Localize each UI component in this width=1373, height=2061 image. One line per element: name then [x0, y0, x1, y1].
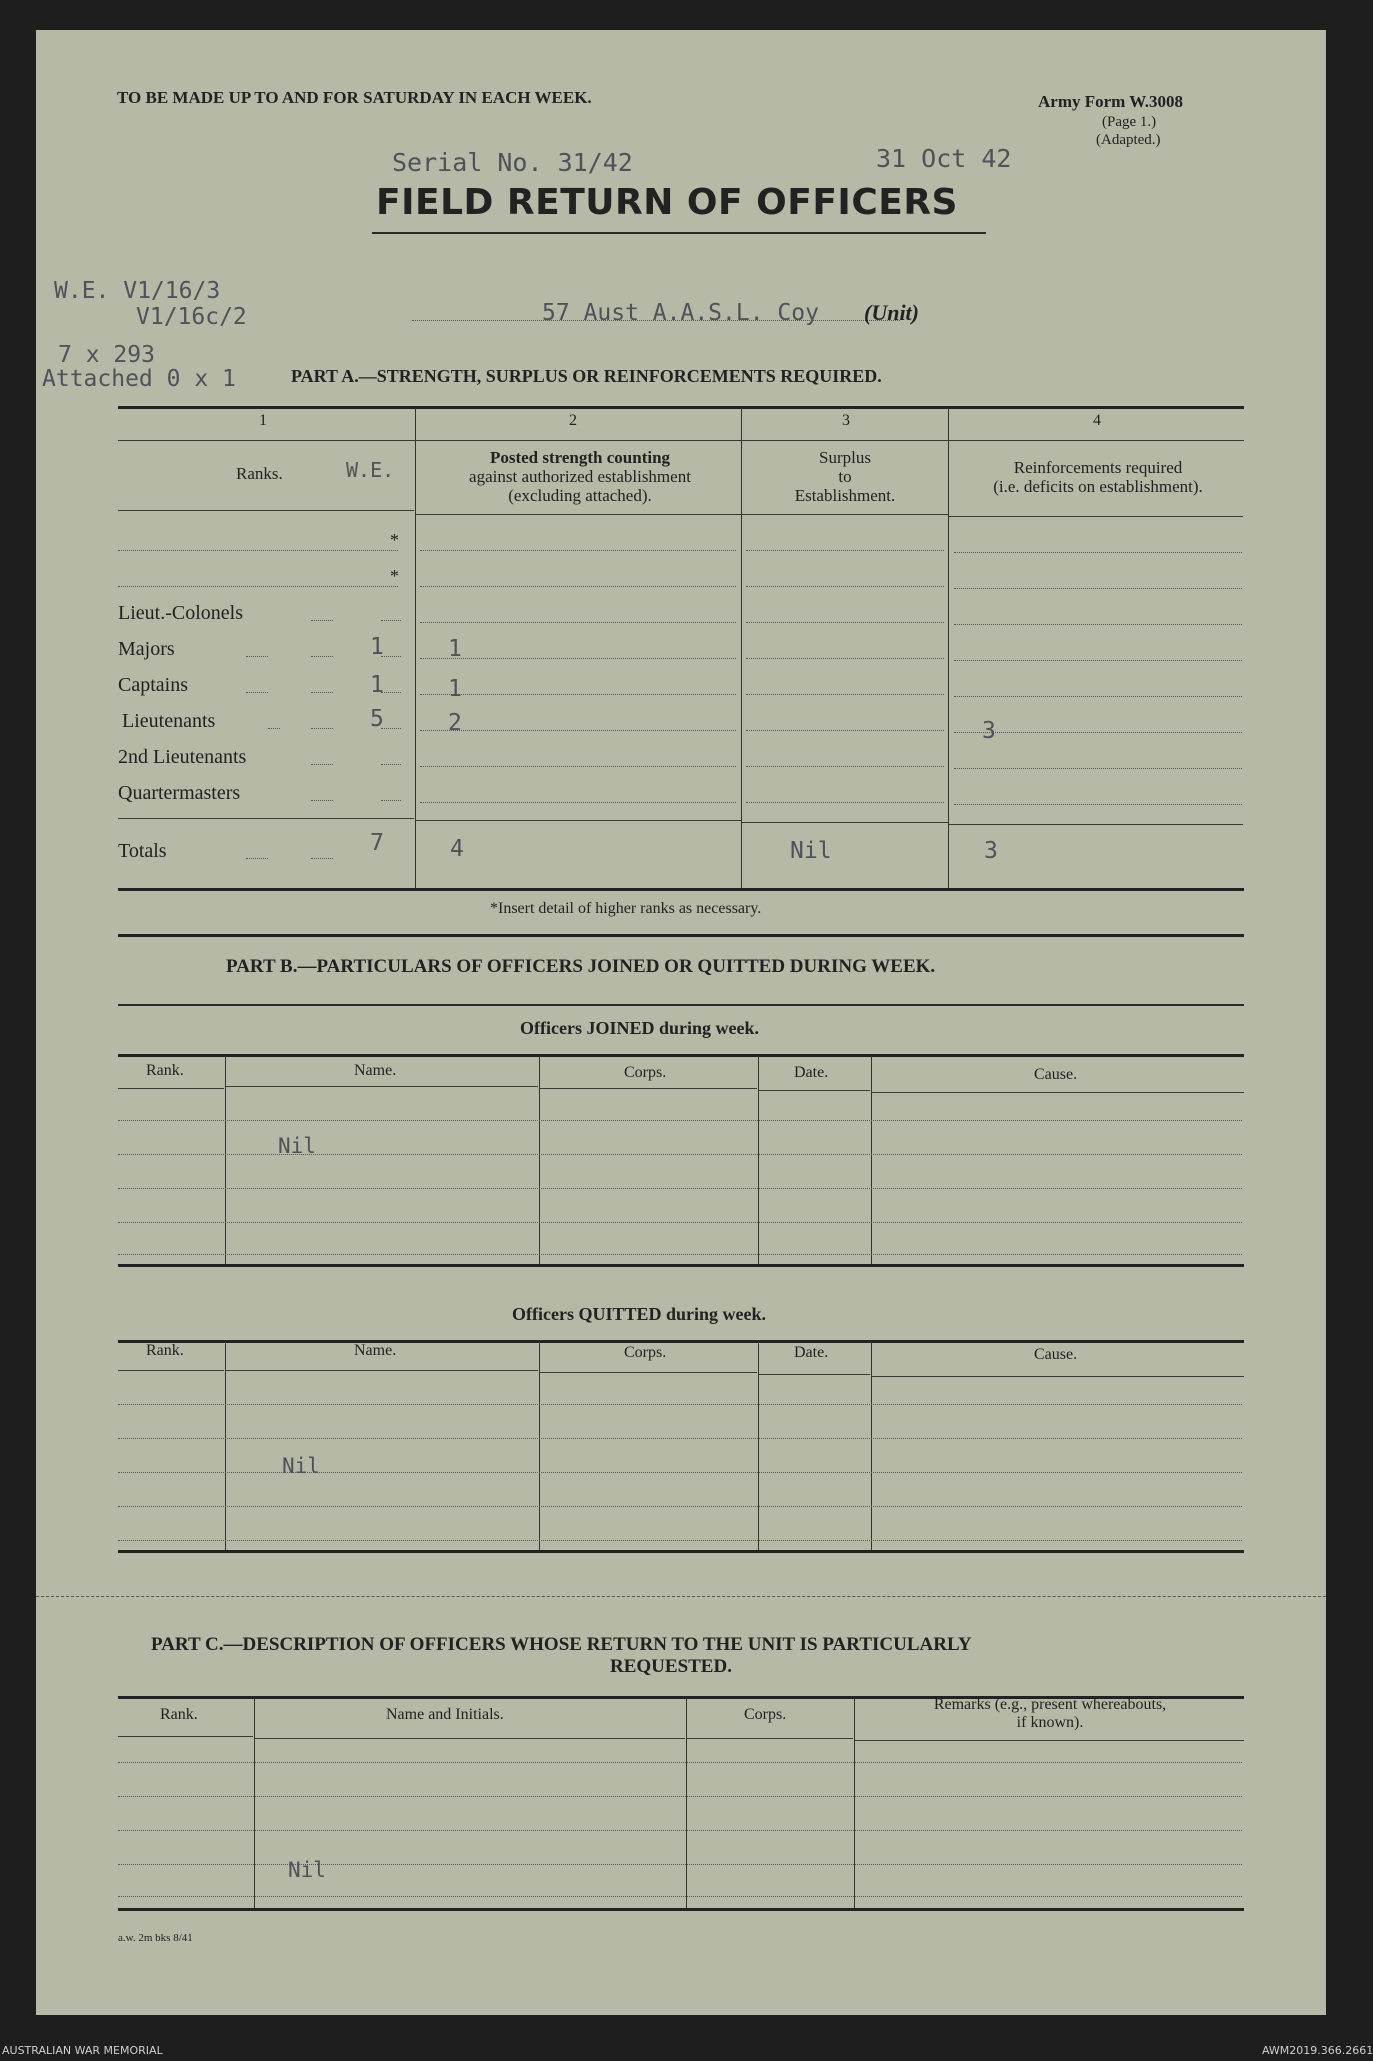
row-line — [954, 552, 1242, 553]
col-divider — [854, 1698, 855, 1908]
row-line — [746, 622, 944, 623]
header-rule — [118, 1736, 253, 1737]
lieutenants-reinforcements: 3 — [982, 718, 996, 744]
form-sheet — [36, 30, 1326, 2015]
row-line — [746, 658, 944, 659]
col-divider — [758, 1056, 759, 1264]
rank-majors: Majors — [118, 638, 175, 660]
totals-surplus: Nil — [790, 838, 832, 864]
rank-captains: Captains — [118, 674, 188, 696]
printer-code: a.w. 2m bks 8/41 — [118, 1932, 193, 1944]
totals-label: Totals — [118, 840, 167, 862]
leader-dots — [311, 728, 333, 729]
majors-posted: 1 — [448, 636, 462, 662]
col-divider — [539, 1342, 540, 1550]
unit-name: 57 Aust A.A.S.L. Coy — [542, 300, 819, 326]
lieutenants-we: 5 — [370, 706, 384, 732]
leader-dots — [381, 656, 401, 657]
quitted-entry: Nil — [282, 1454, 320, 1478]
row-line — [746, 550, 944, 551]
part-c-title-line-2: REQUESTED. — [610, 1656, 732, 1677]
header-rule — [255, 1738, 685, 1739]
col-divider — [686, 1698, 687, 1908]
part-c-entry: Nil — [288, 1858, 326, 1882]
header-rule-col3 — [742, 514, 948, 515]
header-rule-col2 — [416, 514, 741, 515]
header-rule-col1 — [118, 510, 414, 511]
header-rule — [855, 1740, 1244, 1741]
part-b-title-rule — [118, 1004, 1244, 1006]
posted-strength-header: Posted strength counting against authorized establishment (excluding attached). — [469, 448, 691, 505]
joined-rank-header: Rank. — [146, 1062, 184, 1079]
row-line — [954, 732, 1242, 733]
quitted-rank-header: Rank. — [146, 1342, 184, 1359]
rank-lieut-colonels: Lieut.-Colonels — [118, 602, 243, 624]
row-line — [954, 660, 1242, 661]
serial-number: Serial No. 31/42 — [392, 148, 633, 177]
quitted-title: Officers QUITTED during week. — [512, 1304, 766, 1324]
row-line — [420, 622, 736, 623]
col-divider — [254, 1698, 255, 1908]
custom-rank-line-1 — [118, 550, 398, 551]
col-number-2: 2 — [569, 412, 577, 429]
part-b-top-rule — [118, 934, 1244, 937]
we-line-2: V1/16c/2 — [136, 304, 247, 330]
totals-rule-col3 — [742, 822, 948, 823]
ranks-header: Ranks. — [236, 464, 283, 483]
row-line — [118, 1222, 1242, 1223]
strength-line: 7 x 293 — [58, 342, 155, 368]
captains-we: 1 — [370, 672, 384, 698]
leader-dots — [246, 692, 268, 693]
custom-rank-line-2 — [118, 586, 398, 587]
surplus-header: Surplus to Establishment. — [794, 448, 896, 505]
joined-top-rule — [118, 1054, 1244, 1057]
part-a-top-rule — [118, 406, 1244, 409]
header-rule — [226, 1370, 538, 1371]
instruction-text: TO BE MADE UP TO AND FOR SATURDAY IN EACH WEEK. — [117, 88, 592, 107]
rank-2nd-lieutenants: 2nd Lieutenants — [118, 746, 247, 768]
col-divider — [225, 1342, 226, 1550]
header-rule — [687, 1738, 853, 1739]
leader-dots — [311, 620, 333, 621]
row-line — [118, 1404, 1242, 1405]
joined-title: Officers JOINED during week. — [520, 1018, 759, 1038]
header-rule — [759, 1374, 870, 1375]
row-line — [118, 1188, 1242, 1189]
archive-id: AWM2019.366.2661 — [1262, 2044, 1373, 2057]
majors-we: 1 — [370, 634, 384, 660]
col-number-4: 4 — [1093, 412, 1101, 429]
header-rule — [118, 1088, 224, 1089]
title-underline — [372, 232, 986, 234]
quitted-top-rule — [118, 1340, 1244, 1343]
joined-bottom-rule — [118, 1264, 1244, 1267]
part-c-name-header: Name and Initials. — [386, 1706, 504, 1723]
leader-dots — [381, 800, 401, 801]
reinforcements-header: Reinforcements required (i.e. deficits on establishment). — [993, 458, 1203, 496]
col-number-3: 3 — [842, 412, 850, 429]
part-a-bottom-rule — [118, 888, 1244, 891]
totals-posted: 4 — [450, 836, 464, 862]
row-line — [746, 586, 944, 587]
captains-posted: 1 — [448, 676, 462, 702]
row-line — [954, 696, 1242, 697]
we-line-1: W.E. V1/16/3 — [54, 278, 221, 304]
part-a-divider-2 — [741, 408, 742, 888]
row-line — [954, 624, 1242, 625]
quitted-cause-header: Cause. — [1034, 1346, 1078, 1363]
part-c-remarks-header: Remarks (e.g., present whereabouts, if known). — [933, 1696, 1167, 1731]
header-rule-col4 — [949, 516, 1243, 517]
row-line — [420, 586, 736, 587]
row-line — [118, 1896, 1242, 1897]
part-b-title: PART B.—PARTICULARS OF OFFICERS JOINED OR QUITTED DURING WEEK. — [226, 956, 936, 977]
leader-dots — [246, 656, 268, 657]
part-c-corps-header: Corps. — [744, 1706, 787, 1723]
leader-dots — [381, 692, 401, 693]
quitted-corps-header: Corps. — [624, 1344, 667, 1361]
leader-dots — [381, 620, 401, 621]
leader-dots — [311, 800, 333, 801]
quitted-name-header: Name. — [354, 1342, 397, 1359]
row-line — [118, 1796, 1242, 1797]
archive-credit: AUSTRALIAN WAR MEMORIAL — [2, 2044, 163, 2057]
row-line — [746, 730, 944, 731]
col-number-1: 1 — [259, 412, 267, 429]
unit-label: (Unit) — [864, 300, 919, 325]
header-rule — [540, 1088, 757, 1089]
totals-we: 7 — [370, 830, 384, 856]
header-rule — [118, 1370, 224, 1371]
form-page: (Page 1.) — [1102, 114, 1157, 130]
part-a-divider-3 — [948, 408, 949, 888]
header-rule — [872, 1092, 1244, 1093]
col-divider — [225, 1056, 226, 1264]
leader-dots — [381, 764, 401, 765]
row-line — [746, 802, 944, 803]
part-c-title-line-1: PART C.—DESCRIPTION OF OFFICERS WHOSE RETURN TO THE UNIT IS PARTICULARLY — [151, 1634, 972, 1655]
leader-dots — [311, 692, 333, 693]
leader-dots — [311, 764, 333, 765]
row-line — [420, 694, 736, 695]
joined-date-header: Date. — [794, 1064, 829, 1081]
leader-dots — [311, 858, 333, 859]
row-line — [118, 1830, 1242, 1831]
quitted-date-header: Date. — [794, 1344, 829, 1361]
totals-reinforcements: 3 — [984, 838, 998, 864]
row-line — [420, 730, 736, 731]
leader-dots — [246, 858, 268, 859]
rank-quartermasters: Quartermasters — [118, 782, 241, 804]
part-c-bottom-rule — [118, 1908, 1244, 1911]
col-divider — [871, 1056, 872, 1264]
part-a-footnote: *Insert detail of higher ranks as necessary. — [490, 900, 762, 917]
row-line — [118, 1762, 1242, 1763]
form-name: Army Form W.3008 — [1038, 92, 1183, 111]
perforation-line — [36, 1596, 1326, 1597]
quitted-bottom-rule — [118, 1550, 1244, 1553]
row-line — [954, 804, 1242, 805]
row-line — [746, 694, 944, 695]
asterisk-2: * — [390, 566, 399, 586]
row-line — [420, 802, 736, 803]
form-adapted: (Adapted.) — [1096, 132, 1161, 148]
row-line — [118, 1438, 1242, 1439]
row-line — [118, 1120, 1242, 1121]
leader-dots — [381, 728, 401, 729]
page-title: FIELD RETURN OF OFFICERS — [376, 182, 958, 223]
row-line — [420, 766, 736, 767]
totals-rule-col1 — [118, 818, 414, 819]
part-a-divider-1 — [415, 408, 416, 888]
totals-rule-col4 — [949, 824, 1243, 825]
joined-name-header: Name. — [354, 1062, 397, 1079]
attached-line: Attached 0 x 1 — [42, 366, 236, 392]
joined-corps-header: Corps. — [624, 1064, 667, 1081]
row-line — [118, 1506, 1242, 1507]
joined-cause-header: Cause. — [1034, 1066, 1078, 1083]
header-rule — [540, 1372, 757, 1373]
header-rule — [226, 1086, 538, 1087]
row-line — [118, 1864, 1242, 1865]
totals-rule-col2 — [416, 820, 741, 821]
return-date: 31 Oct 42 — [876, 144, 1012, 173]
col-number-rule — [118, 440, 1244, 441]
row-line — [118, 1254, 1242, 1255]
lieutenants-posted: 2 — [448, 710, 462, 736]
row-line — [954, 768, 1242, 769]
row-line — [746, 766, 944, 767]
asterisk-1: * — [390, 530, 399, 550]
leader-dots — [311, 656, 333, 657]
col-divider — [871, 1342, 872, 1550]
header-rule — [759, 1090, 870, 1091]
header-rule — [872, 1376, 1244, 1377]
row-line — [118, 1540, 1242, 1541]
leader-dots — [268, 728, 280, 729]
row-line — [420, 550, 736, 551]
joined-entry: Nil — [278, 1134, 316, 1158]
part-c-rank-header: Rank. — [160, 1706, 198, 1723]
rank-lieutenants: Lieutenants — [122, 710, 216, 732]
we-header: W.E. — [346, 458, 395, 482]
row-line — [420, 658, 736, 659]
part-a-title: PART A.—STRENGTH, SURPLUS OR REINFORCEMENTS REQUIRED. — [291, 366, 882, 386]
row-line — [954, 588, 1242, 589]
